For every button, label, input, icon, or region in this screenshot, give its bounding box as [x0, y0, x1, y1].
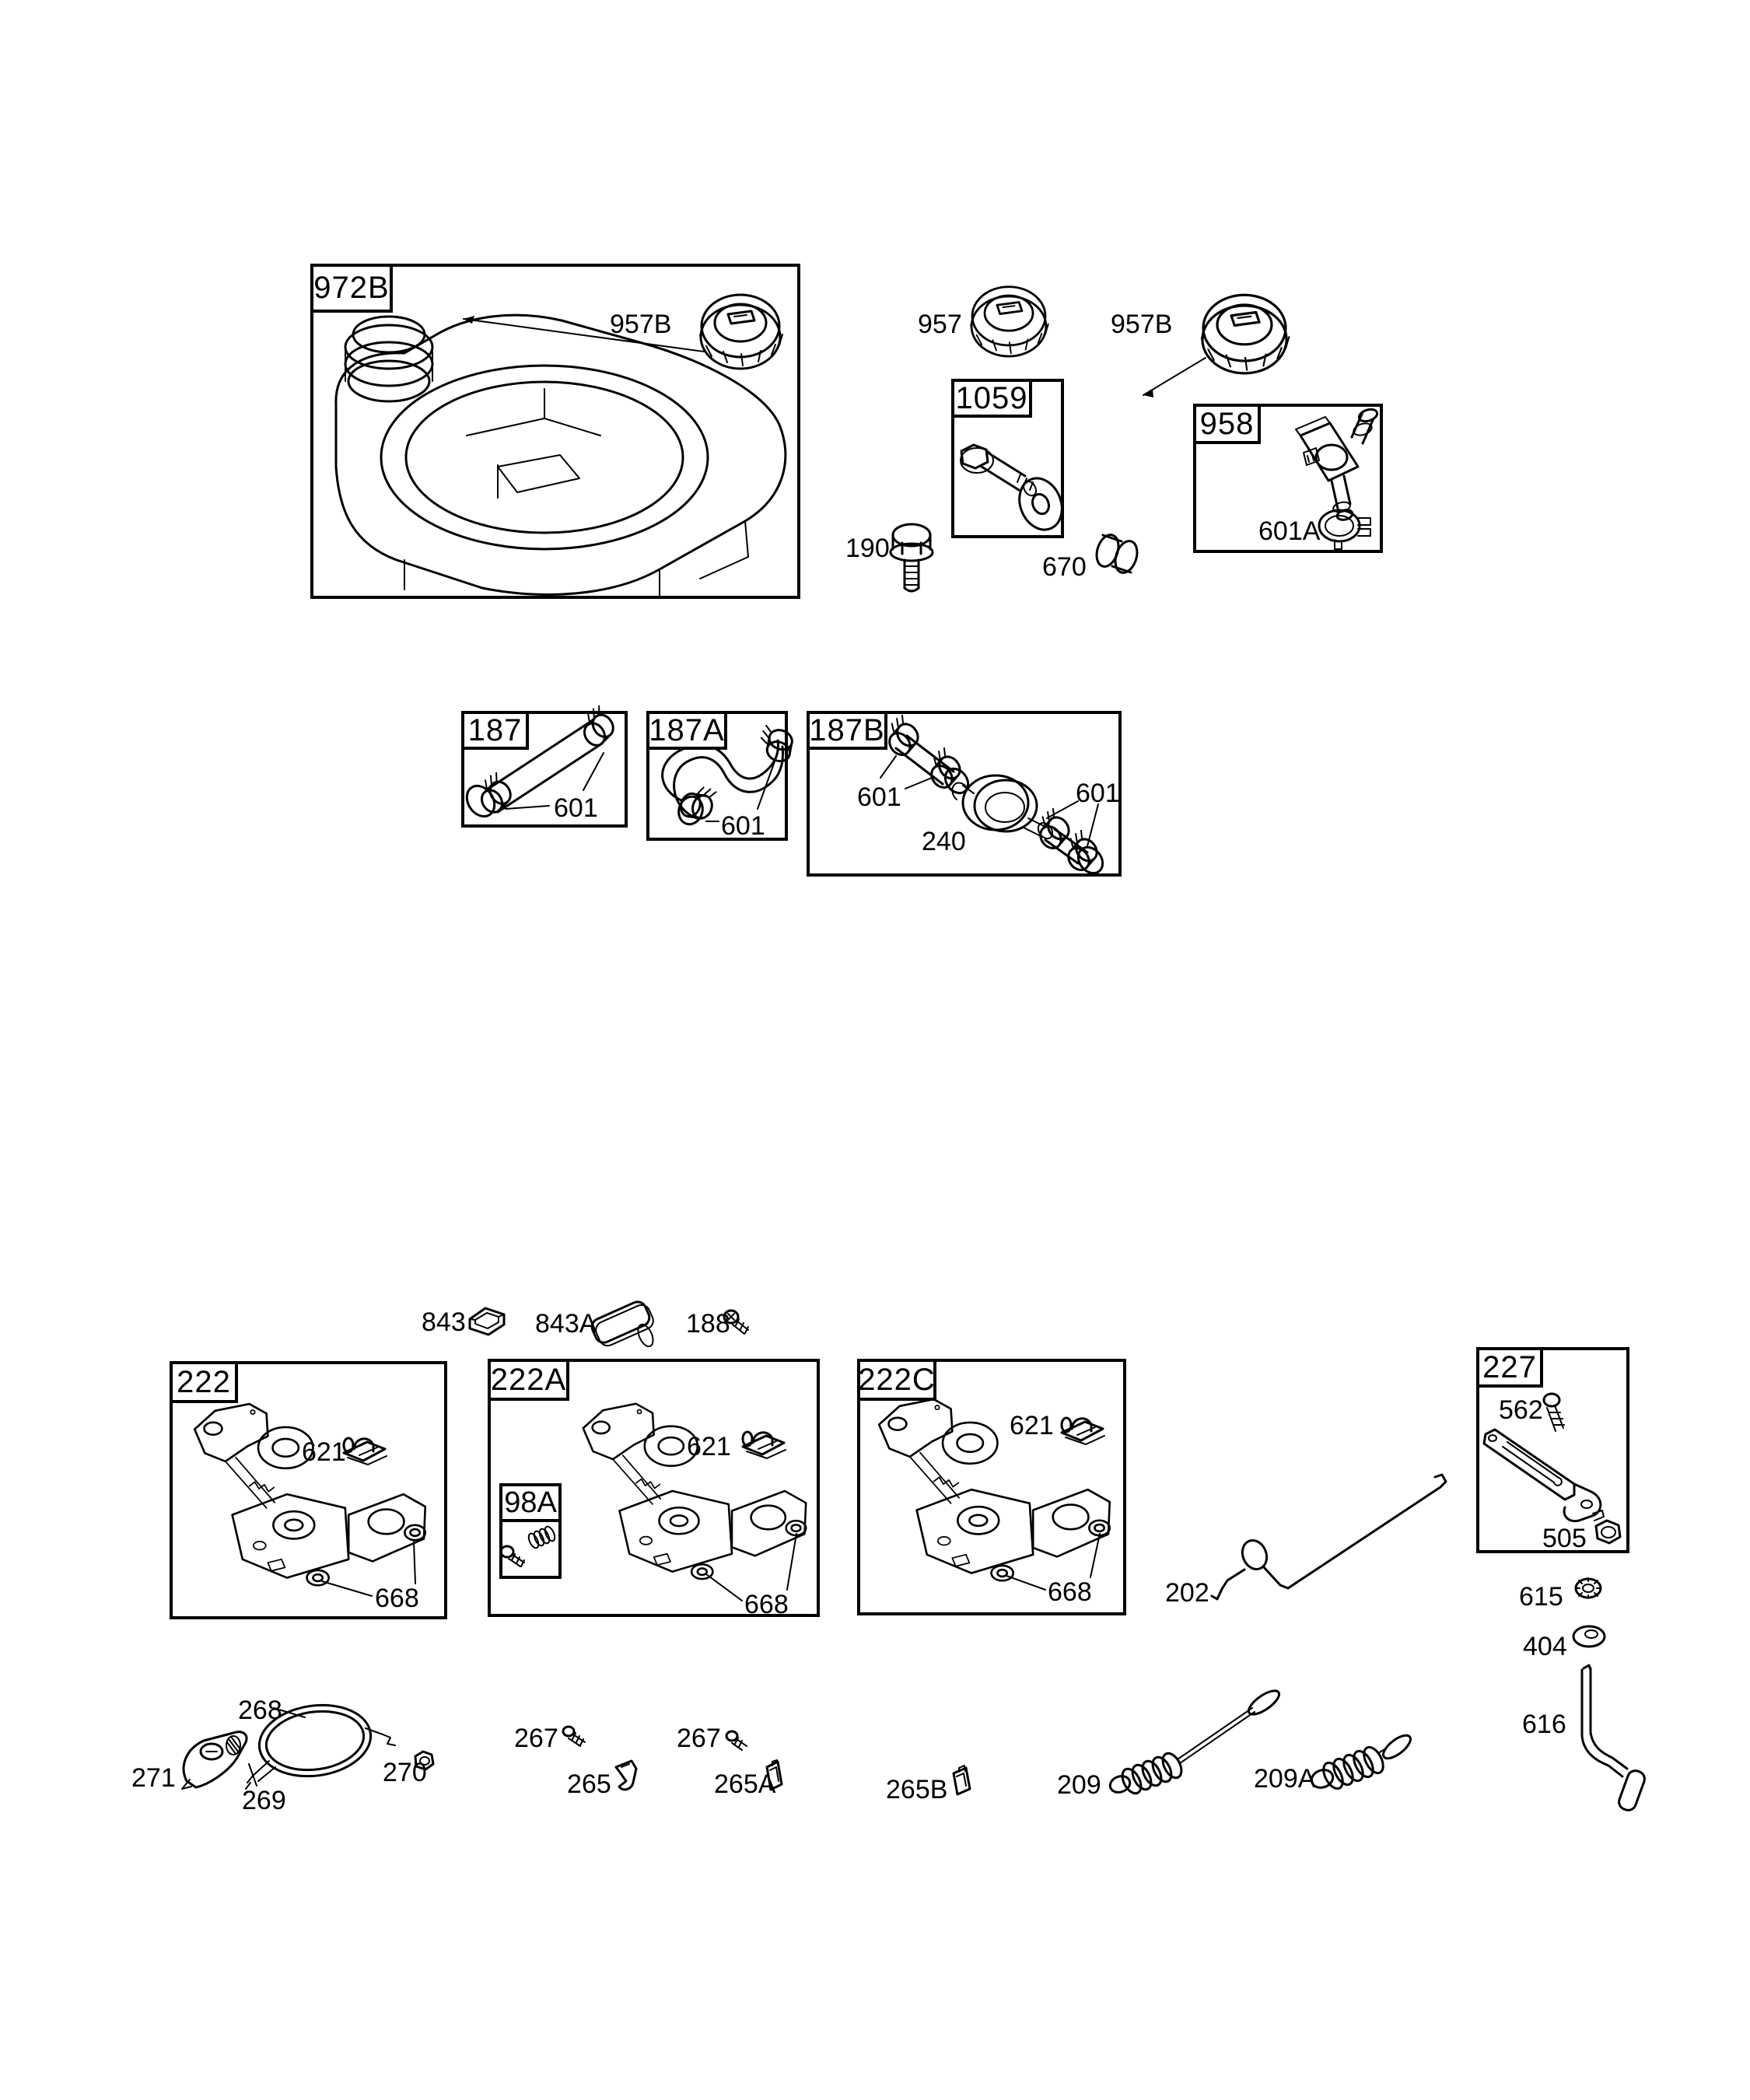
cap-957B-needle — [1143, 358, 1206, 397]
clip-265B-illustration — [954, 1766, 970, 1794]
part-label-188: 188 — [686, 1309, 730, 1339]
part-label-621-222C: 621 — [1010, 1411, 1054, 1440]
washer-615-illustration — [1576, 1578, 1601, 1598]
callout-label-187A: 187A — [646, 711, 727, 750]
callout-label-958: 958 — [1193, 404, 1261, 444]
part-label-957: 957 — [918, 310, 962, 339]
callout-box-1059 — [951, 379, 1064, 538]
crank-616-illustration — [1582, 1665, 1647, 1812]
part-label-268: 268 — [238, 1696, 282, 1725]
part-label-621-222: 621 — [302, 1437, 346, 1467]
part-label-271: 271 — [131, 1763, 176, 1793]
part-label-668-222: 668 — [375, 1584, 419, 1613]
part-label-240: 240 — [922, 827, 966, 856]
part-label-505: 505 — [1542, 1524, 1587, 1553]
callout-box-187A — [646, 711, 788, 841]
part-label-209A: 209A — [1254, 1764, 1316, 1794]
callout-label-187B: 187B — [807, 711, 887, 750]
callout-box-972B — [310, 264, 800, 599]
screw-267-left-illustration — [563, 1727, 585, 1746]
spacer-670-illustration — [1093, 532, 1141, 576]
washer-404-illustration — [1573, 1626, 1605, 1647]
callout-label-187: 187 — [461, 711, 529, 750]
part-label-621-222A: 621 — [687, 1432, 731, 1461]
part-label-265: 265 — [567, 1769, 611, 1799]
part-label-404: 404 — [1523, 1632, 1567, 1661]
callout-label-222C: 222C — [857, 1359, 936, 1401]
callout-label-222A: 222A — [488, 1359, 569, 1401]
callout-label-227: 227 — [1476, 1347, 1543, 1388]
clip-265-illustration — [616, 1761, 636, 1790]
callout-label-98A: 98A — [502, 1486, 558, 1522]
spring-209A-illustration — [1309, 1731, 1414, 1792]
part-label-190: 190 — [845, 534, 890, 563]
part-label-209: 209 — [1057, 1770, 1101, 1800]
part-label-267-right: 267 — [677, 1724, 721, 1753]
part-label-668-222C: 668 — [1048, 1577, 1092, 1607]
part-label-562: 562 — [1499, 1395, 1543, 1425]
part-label-601-187: 601 — [554, 793, 598, 823]
part-label-615: 615 — [1519, 1582, 1563, 1612]
clip-843-illustration — [470, 1308, 504, 1335]
part-label-957B: 957B — [1111, 310, 1173, 339]
bolt-190-illustration — [891, 524, 933, 591]
part-label-843: 843 — [422, 1307, 466, 1337]
part-label-957B-tank: 957B — [610, 310, 672, 339]
part-label-670: 670 — [1042, 552, 1087, 582]
screw-267-right-illustration — [726, 1731, 747, 1750]
callout-box-187 — [461, 711, 628, 828]
part-label-843A: 843A — [535, 1309, 597, 1339]
sleeve-843A-illustration — [590, 1299, 656, 1349]
callout-box-222 — [170, 1361, 447, 1619]
part-label-269: 269 — [242, 1786, 286, 1815]
part-label-265A: 265A — [714, 1769, 776, 1799]
part-label-267-left: 267 — [514, 1724, 558, 1753]
part-label-601-187B-right: 601 — [1076, 779, 1120, 808]
part-label-601-187B-left: 601 — [857, 782, 901, 812]
fuel-cap-957B-illustration — [1202, 295, 1289, 373]
throttle-control-271-illustration — [182, 1732, 247, 1789]
part-label-270: 270 — [383, 1758, 427, 1787]
part-label-202: 202 — [1165, 1578, 1209, 1608]
part-label-601A: 601A — [1258, 516, 1321, 546]
callout-label-1059: 1059 — [951, 379, 1032, 418]
callout-box-98A — [499, 1483, 562, 1579]
callout-label-222: 222 — [170, 1361, 238, 1403]
callout-box-222A — [488, 1359, 820, 1617]
part-label-265B: 265B — [886, 1775, 948, 1804]
part-label-668-222A: 668 — [744, 1590, 789, 1619]
callout-label-972B: 972B — [310, 264, 393, 313]
callout-box-227 — [1476, 1347, 1629, 1553]
part-label-601-187A: 601 — [721, 811, 765, 841]
rod-202-illustration — [1212, 1475, 1446, 1599]
part-label-616: 616 — [1522, 1710, 1566, 1739]
fuel-cap-957-illustration — [971, 287, 1048, 356]
